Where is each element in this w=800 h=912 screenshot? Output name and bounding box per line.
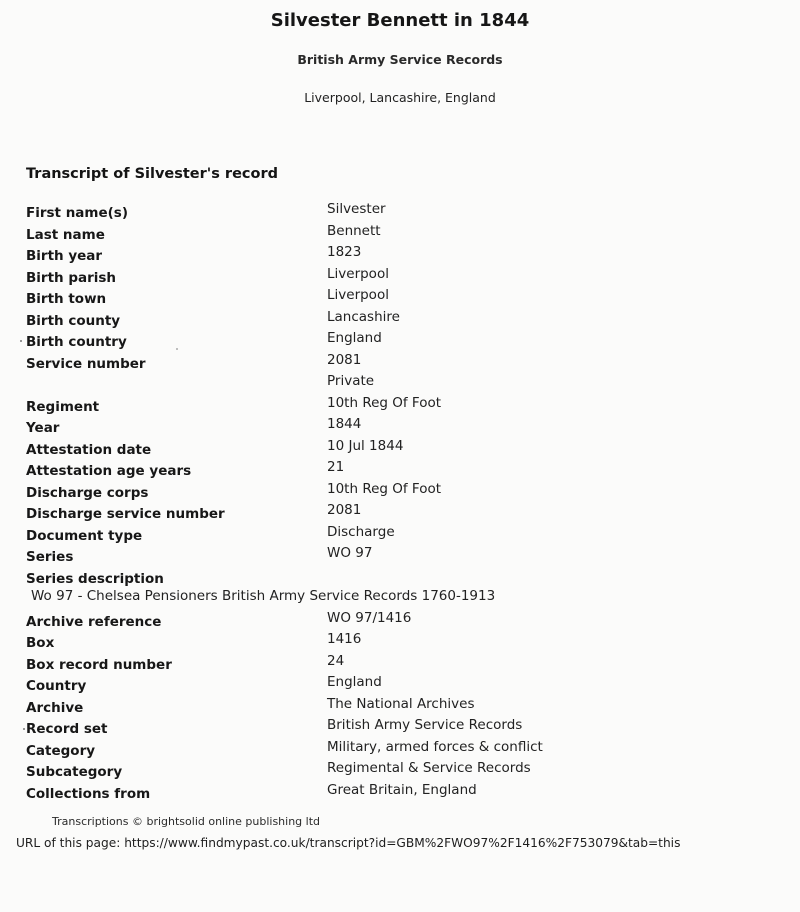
record-label: Box record number bbox=[26, 656, 172, 673]
record-value: Military, armed forces & conflict bbox=[327, 738, 543, 755]
record-row bbox=[26, 696, 586, 718]
record-label: Country bbox=[26, 678, 87, 694]
record-value: Lancashire bbox=[327, 308, 400, 325]
record-value: 10th Reg Of Foot bbox=[327, 394, 442, 411]
record-label: First name(s) bbox=[26, 205, 129, 221]
record-value: England bbox=[327, 674, 382, 690]
page-subtitle: British Army Service Records bbox=[297, 52, 503, 67]
record-row bbox=[26, 502, 586, 524]
record-label: Birth parish bbox=[26, 269, 117, 286]
record-row bbox=[26, 416, 586, 438]
record-label: Series bbox=[26, 549, 74, 565]
record-label: Year bbox=[26, 420, 60, 436]
record-row bbox=[26, 373, 586, 395]
record-value: 2081 bbox=[327, 351, 362, 368]
record-value: British Army Service Records bbox=[327, 717, 523, 733]
scan-speck bbox=[20, 340, 22, 342]
record-label: Regiment bbox=[26, 398, 100, 415]
record-label: Discharge service number bbox=[26, 506, 225, 522]
record-value: 24 bbox=[327, 652, 345, 669]
record-value: Discharge bbox=[327, 523, 395, 540]
record-label: Discharge corps bbox=[26, 484, 149, 501]
record-row bbox=[26, 717, 586, 739]
record-label: Box bbox=[26, 635, 55, 651]
record-value: 10 Jul 1844 bbox=[327, 437, 404, 454]
record-value: Liverpool bbox=[327, 265, 389, 282]
page-url: URL of this page: https://www.findmypast.co.uk/transcript?id=GBM%2FWO97%2F1416%2F753079&tab=this bbox=[16, 836, 681, 850]
record-label: Service number bbox=[26, 355, 146, 372]
record-value: 10th Reg Of Foot bbox=[327, 480, 442, 497]
record-value: England bbox=[327, 330, 382, 346]
record-label: Series description bbox=[26, 570, 164, 587]
record-row bbox=[26, 739, 586, 761]
record-value: WO 97/1416 bbox=[327, 609, 412, 626]
record-row bbox=[26, 524, 586, 546]
record-label: Record set bbox=[26, 721, 108, 737]
record-value: 2081 bbox=[327, 502, 362, 518]
record-value: Great Britain, England bbox=[327, 781, 477, 798]
record-label: Attestation age years bbox=[26, 463, 192, 479]
record-value: The National Archives bbox=[327, 695, 475, 712]
record-label: Birth country bbox=[26, 334, 127, 350]
record-label: Last name bbox=[26, 226, 105, 243]
record-label: Category bbox=[26, 742, 96, 759]
record-label: Archive bbox=[26, 699, 84, 716]
record-row bbox=[26, 610, 586, 632]
record-row bbox=[26, 567, 586, 589]
record-table bbox=[26, 201, 586, 803]
record-row bbox=[26, 545, 586, 567]
record-value: Private bbox=[327, 373, 375, 389]
record-label: Document type bbox=[26, 527, 143, 544]
record-row bbox=[26, 653, 586, 675]
record-row bbox=[26, 201, 586, 223]
record-row bbox=[26, 588, 586, 610]
record-row bbox=[26, 395, 586, 417]
record-value: 1416 bbox=[327, 631, 362, 647]
record-value: 1844 bbox=[327, 416, 362, 432]
record-label: Subcategory bbox=[26, 764, 123, 780]
record-row bbox=[26, 352, 586, 374]
record-value: Regimental & Service Records bbox=[327, 760, 531, 776]
record-row bbox=[26, 631, 586, 653]
record-row bbox=[26, 266, 586, 288]
record-row bbox=[26, 223, 586, 245]
record-label: Birth town bbox=[26, 291, 107, 307]
record-value: 1823 bbox=[327, 244, 362, 260]
record-label: Birth county bbox=[26, 312, 121, 329]
copyright-note: Transcriptions © brightsolid online publishing ltd bbox=[52, 815, 321, 828]
page-title: Silvester Bennett in 1844 bbox=[270, 10, 530, 31]
record-row bbox=[26, 244, 586, 266]
record-row bbox=[26, 782, 586, 804]
record-row bbox=[26, 481, 586, 503]
record-label: Birth year bbox=[26, 248, 103, 264]
record-row bbox=[26, 674, 586, 696]
record-row bbox=[26, 330, 586, 352]
record-value: Liverpool bbox=[327, 287, 389, 303]
record-row bbox=[26, 760, 586, 782]
record-row bbox=[26, 438, 586, 460]
record-value: 21 bbox=[327, 459, 345, 475]
record-row bbox=[26, 287, 586, 309]
record-row bbox=[26, 459, 586, 481]
record-label: Attestation date bbox=[26, 441, 152, 458]
record-value: Silvester bbox=[327, 201, 386, 217]
record-value: Wo 97 - Chelsea Pensioners British Army Service Records 1760-1913 bbox=[31, 588, 496, 604]
record-label: Collections from bbox=[26, 785, 151, 802]
page-location: Liverpool, Lancashire, England bbox=[304, 90, 496, 105]
record-row bbox=[26, 309, 586, 331]
record-value: Bennett bbox=[327, 222, 381, 239]
transcript-heading: Transcript of Silvester's record bbox=[26, 166, 278, 182]
scan-speck bbox=[23, 728, 25, 730]
record-label: Archive reference bbox=[26, 613, 162, 630]
scan-speck bbox=[176, 348, 178, 350]
record-value: WO 97 bbox=[327, 545, 373, 561]
